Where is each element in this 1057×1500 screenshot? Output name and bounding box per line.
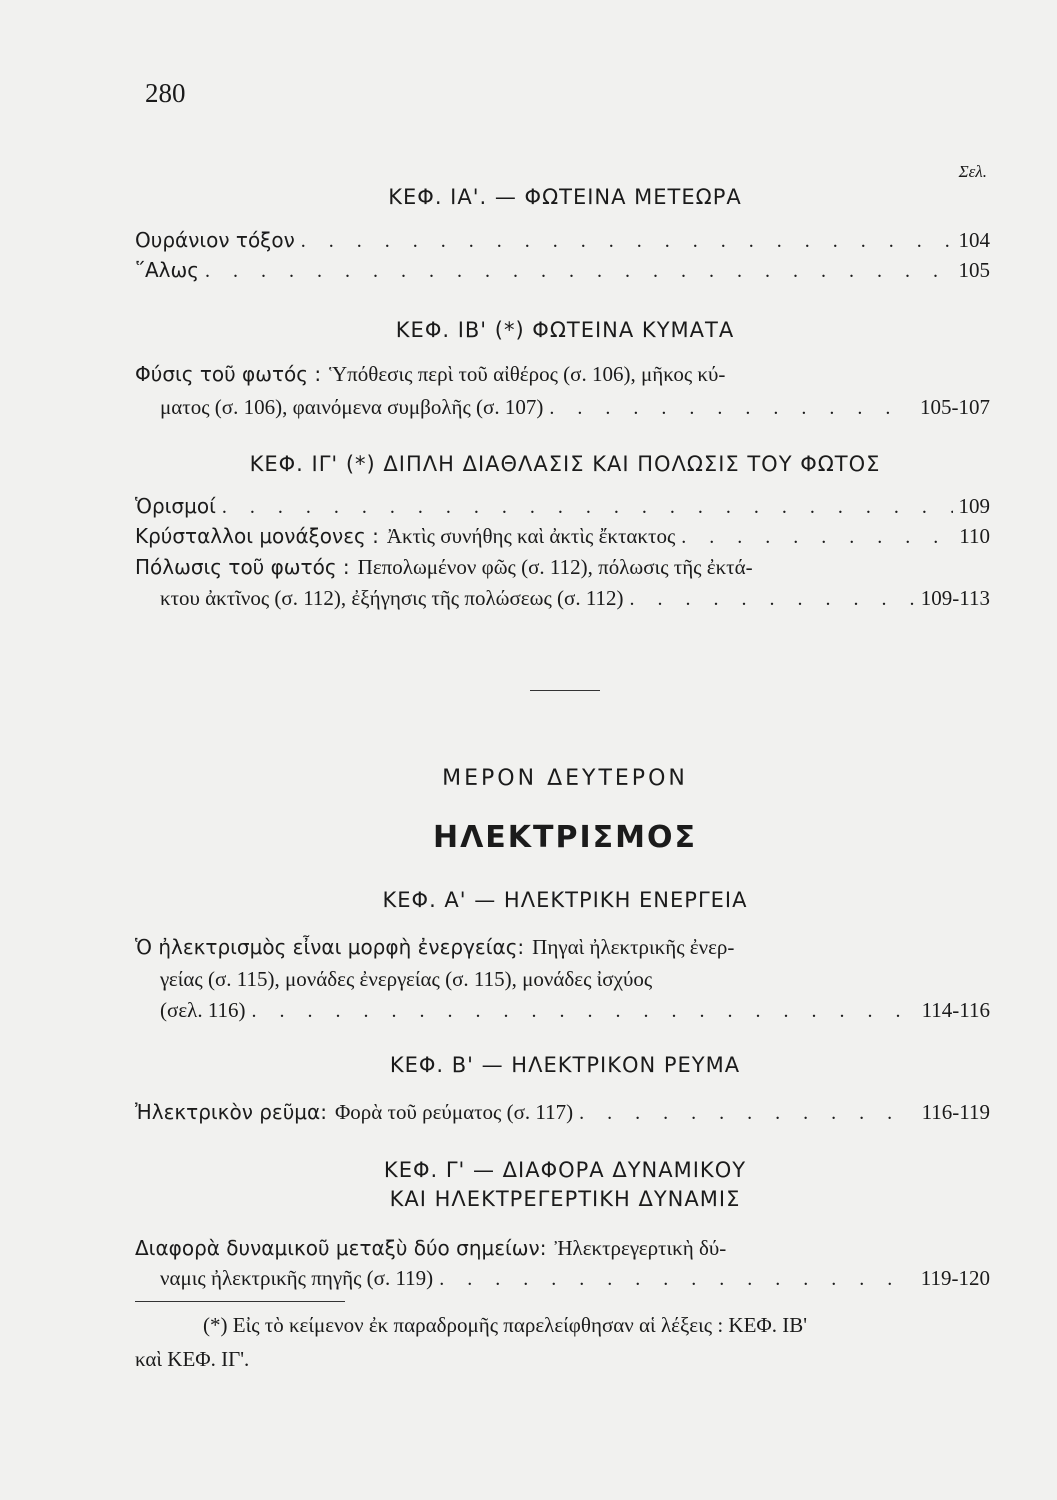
toc-entry-text: ναμις ἠλεκτρικῆς πηγῆς (σ. 119) [160,1266,434,1290]
leader-dots [205,260,952,283]
toc-entry-page: 119-120 [920,1266,990,1290]
toc-entry[interactable] [135,524,990,554]
toc-entry-title: Ὁρισμοί [135,494,216,518]
footnote-line: καὶ ΚΕΦ. ΙΓ'. [135,1347,250,1371]
toc-entry[interactable] [135,935,990,965]
toc-entry[interactable] [135,1100,990,1130]
toc-entry-title: Ὁ ἠλεκτρισμὸς εἶναι μορφὴ ἐνεργείας: [135,935,525,959]
toc-entry-page: 104 [958,228,990,252]
chapter-heading-13: ΚΕΦ. ΙΓ' (*) ΔΙΠΛΗ ΔΙΑΘΛΑΣΙΣ ΚΑΙ ΠΟΛΩΣΙΣ ΤΟΥ ΦΩΤΟΣ [249,452,881,476]
toc-entry-continuation [160,967,990,997]
toc-entry-page: 109-113 [920,586,990,610]
toc-entry[interactable] [135,555,990,585]
toc-entry-continuation [160,998,990,1028]
chapter-heading-c: ΚΕΦ. Γ' — ΔΙΑΦΟΡΑ ΔΥΝΑΜΙΚΟΥ [383,1158,747,1182]
toc-entry-continuation [160,1266,990,1296]
toc-entry[interactable] [135,258,990,288]
section-divider [530,690,600,691]
page-number: 280 [145,78,186,108]
part-title: ΗΛΕΚΤΡΙΣΜΟΣ [432,820,698,855]
toc-entry-text: (σελ. 116) [160,998,246,1022]
page-column-label: Σελ. [958,162,987,181]
toc-entry-text: Ἀκτὶς συνήθης καὶ ἀκτὶς ἔκτακτος [386,524,676,548]
chapter-heading-b: ΚΕΦ. Β' — ΗΛΕΚΤΡΙΚΟΝ ΡΕΥΜΑ [389,1053,741,1077]
leader-dots [439,1268,915,1291]
toc-entry-text: γείας (σ. 115), μονάδες ἐνεργείας (σ. 115), μονάδες ἰσχύος [160,967,653,991]
toc-entry-title: Ουράνιον τόξον [135,228,295,252]
toc-entry-page: 114-116 [921,998,990,1022]
chapter-heading-a: ΚΕΦ. Α' — ΗΛΕΚΤΡΙΚΗ ΕΝΕΡΓΕΙΑ [382,888,748,912]
toc-entry-text: κτου ἀκτῖνος (σ. 112), ἐξήγησις τῆς πολώσεως (σ. 112) [160,586,624,610]
toc-entry-text: Πηγαὶ ἠλεκτρικῆς ἐνερ- [532,935,735,959]
chapter-heading-12: ΚΕΦ. ΙΒ' (*) ΦΩΤΕΙΝΑ ΚΥΜΑΤΑ [395,318,735,342]
leader-dots [549,397,914,420]
toc-entry-title: Φύσις τοῦ φωτός : [135,362,322,386]
leader-dots [301,230,953,253]
leader-dots [222,496,953,519]
toc-entry-text: Ὑπόθεσις περὶ τοῦ αἰθέρος (σ. 106), μῆκος κύ- [329,362,726,386]
toc-entry-page: 109 [958,494,990,518]
leader-dots [681,526,953,549]
toc-entry-text: Ἠλεκτρεγερτικὴ δύ- [554,1236,727,1260]
toc-entry-text: ματος (σ. 106), φαινόμενα συμβολῆς (σ. 107) [160,395,544,419]
toc-entry-page: 110 [959,524,990,548]
toc-entry-page: 116-119 [921,1100,990,1124]
footnote-rule [135,1301,345,1302]
toc-entry[interactable] [135,1236,990,1266]
footnote-line: (*) Εἰς τὸ κείμενον ἐκ παραδρομῆς παρελείφθησαν αἱ λέξεις : ΚΕΦ. ΙΒ' [203,1313,808,1337]
toc-entry[interactable] [135,228,990,258]
leader-dots [579,1102,915,1125]
leader-dots [630,588,915,611]
toc-entry-continuation [160,586,990,616]
leader-dots [252,1000,916,1023]
toc-entry-title: ῞Αλως [135,258,200,282]
toc-entry-text: Πεπολωμένον φῶς (σ. 112), πόλωσις τῆς ἐκτά- [357,555,753,579]
footnote [135,1308,990,1376]
toc-entry[interactable] [135,494,990,524]
toc-entry-title: Διαφορὰ δυναμικοῦ μεταξὺ δύο σημείων: [135,1236,547,1260]
toc-entry-title: Κρύσταλλοι μονάξονες : [135,524,379,548]
chapter-heading-11: ΚΕΦ. ΙΑ'. — ΦΩΤΕΙΝΑ ΜΕΤΕΩΡΑ [388,185,742,209]
toc-entry-continuation [160,395,990,425]
toc-entry[interactable] [135,362,990,392]
part-heading: ΜΕΡΟΝ ΔΕΥΤΕΡΟΝ [442,766,688,791]
toc-entry-text: Φορὰ τοῦ ρεύματος (σ. 117) [334,1100,574,1124]
toc-entry-title: Ἠλεκτρικὸν ρεῦμα: [135,1100,327,1124]
toc-entry-title: Πόλωσις τοῦ φωτός : [135,555,350,579]
toc-entry-page: 105 [958,258,990,282]
toc-entry-page: 105-107 [920,395,990,419]
chapter-heading-c-line2: ΚΑΙ ΗΛΕΚΤΡΕΓΕΡΤΙΚΗ ΔΥΝΑΜΙΣ [389,1187,741,1211]
